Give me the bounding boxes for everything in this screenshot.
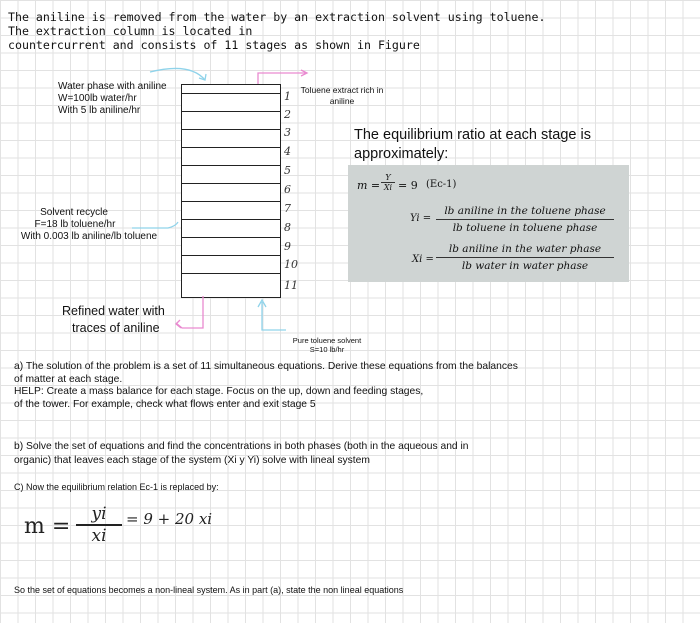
intro-line-2: The extraction column is located in — [8, 24, 253, 38]
stage-number: 4 — [284, 145, 291, 158]
handwritten-equation — [24, 506, 244, 552]
refined-arrow — [176, 296, 203, 328]
question-c: C) Now the equilibrium relation Ec-1 is replaced by: — [14, 482, 219, 492]
stage-number: 2 — [284, 108, 291, 121]
stage-number: 9 — [284, 240, 291, 253]
stage-number: 5 — [284, 164, 291, 177]
y-lhs: Yi = — [410, 213, 432, 224]
x-fraction: lb aniline in the water phase lb water in water phase — [436, 241, 614, 274]
m-rhs: = 9 — [398, 179, 418, 192]
y-fraction: lb aniline in the toluene phase lb toluene in toluene phase — [436, 203, 614, 236]
ec1-tag: (Ec-1) — [426, 179, 457, 190]
equilibrium-heading: The equilibrium ratio at each stage is approximately: — [354, 127, 591, 162]
feed-arrow — [150, 68, 205, 80]
pure-solvent-label: Pure toluene solvent S=10 lb/hr — [292, 336, 362, 354]
m-lhs: m = — [357, 179, 381, 192]
recycle-arrow — [132, 222, 178, 228]
solvent-recycle-label: Solvent recycle F=18 lb toluene/hr With 0.003 lb aniline/lb toluene — [20, 207, 158, 242]
water-phase-label: Water phase with aniline W=100lb water/hr With 5 lb aniline/hr — [58, 81, 167, 116]
intro-line-1: The aniline is removed from the water by an extraction solvent using toluene. — [8, 10, 546, 24]
equation-image — [348, 165, 629, 282]
intro-line-3: countercurrent and consists of 11 stages as shown in Figure — [8, 38, 420, 52]
stage-number: 1 — [284, 90, 291, 103]
stage-number: 10 — [284, 258, 298, 271]
x-lhs: Xi = — [412, 254, 434, 265]
question-b: b) Solve the set of equations and find the concentrations in both phases (both in the aqueous and in organic) that leaves each stage of the system (Xi y Yi) solve with lineal system — [14, 441, 469, 466]
extract-arrow — [258, 73, 306, 84]
m-fraction: Y Xi — [381, 173, 395, 192]
question-a: a) The solution of the problem is a set of 11 simultaneous equations. Derive these equations from the balances of matter at each stage. HELP: Create a mass balance for each stage. Focus on the up, down and feeding stages, of the tower. For example, check what flows enter and exit stage 5 — [14, 361, 518, 410]
final-note: So the set of equations becomes a non-lineal system. As in part (a), state the non lineal equations — [14, 585, 404, 595]
stage-number: 6 — [284, 183, 291, 196]
hw-lhs: m = — [24, 514, 71, 539]
hw-rhs: = 9 + 20 xi — [126, 510, 213, 528]
hw-fraction: yi xi — [76, 504, 122, 546]
toluene-extract-label: Toluene extract rich in aniline — [300, 85, 384, 106]
stage-number: 11 — [284, 279, 298, 292]
stage-number: 3 — [284, 126, 291, 139]
stage-number: 7 — [284, 202, 291, 215]
refined-water-label: Refined water with traces of aniline — [62, 304, 165, 335]
stage-number: 8 — [284, 221, 291, 234]
